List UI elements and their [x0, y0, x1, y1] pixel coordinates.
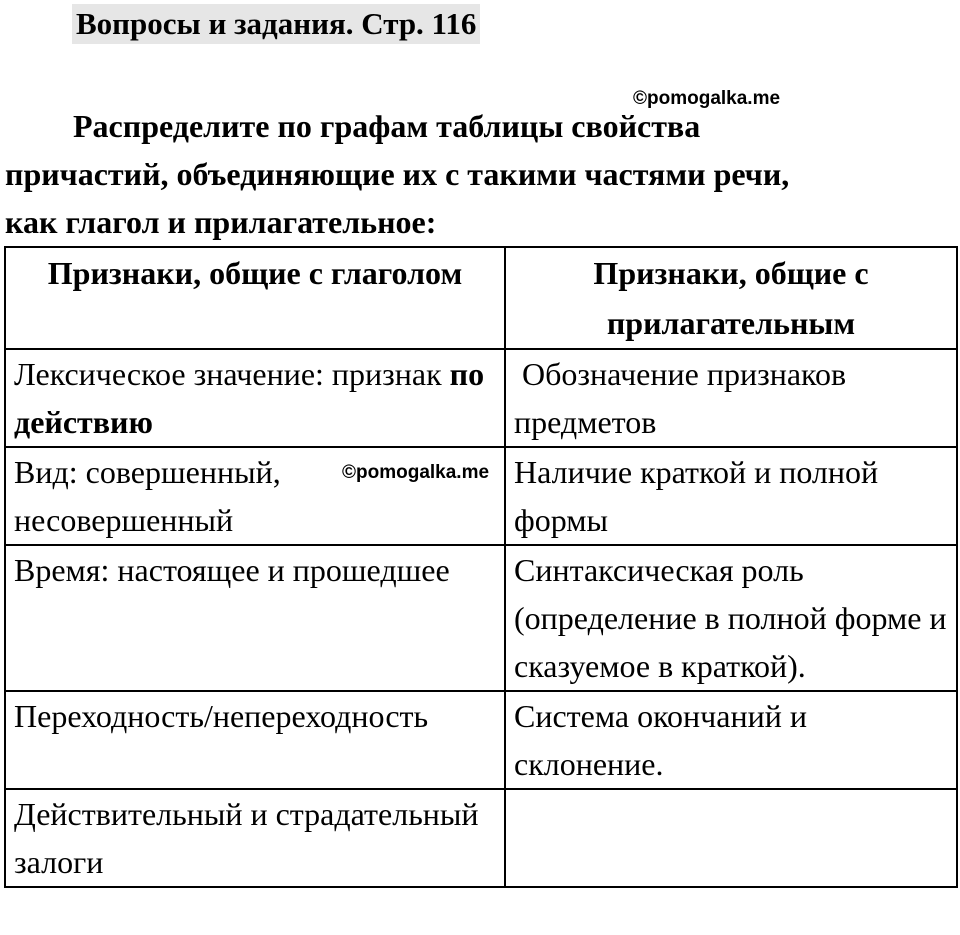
cell-text: Синтаксическая роль (определение в полной форме и сказуемое в краткой).: [514, 552, 947, 684]
verb-cell: [5, 789, 505, 887]
task-line: Распределите по графам таблицы свойства: [73, 108, 701, 144]
task-text: [5, 102, 955, 246]
task-line: как глагол и прилагательное:: [5, 204, 437, 240]
adjective-cell: [505, 349, 957, 447]
adjective-cell: [505, 691, 957, 789]
table-row: [5, 691, 957, 789]
table-row: [5, 349, 957, 447]
cell-text: Обозначение признаков предметов: [514, 356, 847, 440]
cell-text: Переходность/непереходность: [14, 698, 429, 734]
adjective-cell: [505, 447, 957, 545]
adjective-cell: [505, 545, 957, 691]
cell-text: Действительный и страдательный залоги: [14, 796, 479, 880]
cell-bold-text: по действию: [14, 356, 485, 440]
adjective-cell: [505, 789, 957, 887]
verb-cell: [5, 691, 505, 789]
watermark: ©pomogalka.me: [633, 88, 781, 109]
verb-cell: [5, 349, 505, 447]
cell-text: Система окончаний и склонение.: [514, 698, 807, 782]
column-header-adjective: Признаки, общие с прилагательным: [505, 247, 957, 349]
table-row: [5, 545, 957, 691]
watermark: ©pomogalka.me: [342, 462, 490, 483]
page-heading: Вопросы и задания. Стр. 116: [72, 4, 480, 44]
table-header-row: [5, 247, 957, 349]
cell-text: Наличие краткой и полной формы: [514, 454, 879, 538]
column-header-verb: Признаки, общие с глаголом: [5, 247, 505, 349]
verb-cell: [5, 545, 505, 691]
table-row: [5, 789, 957, 887]
cell-text: Время: настоящее и прошедшее: [14, 552, 450, 588]
properties-table: [4, 246, 958, 888]
cell-text: Вид: совершенный, несовершенный: [14, 454, 281, 538]
cell-text: Лексическое значение: признак: [14, 356, 450, 392]
task-line: причастий, объединяющие их с такими частями речи,: [5, 156, 790, 192]
